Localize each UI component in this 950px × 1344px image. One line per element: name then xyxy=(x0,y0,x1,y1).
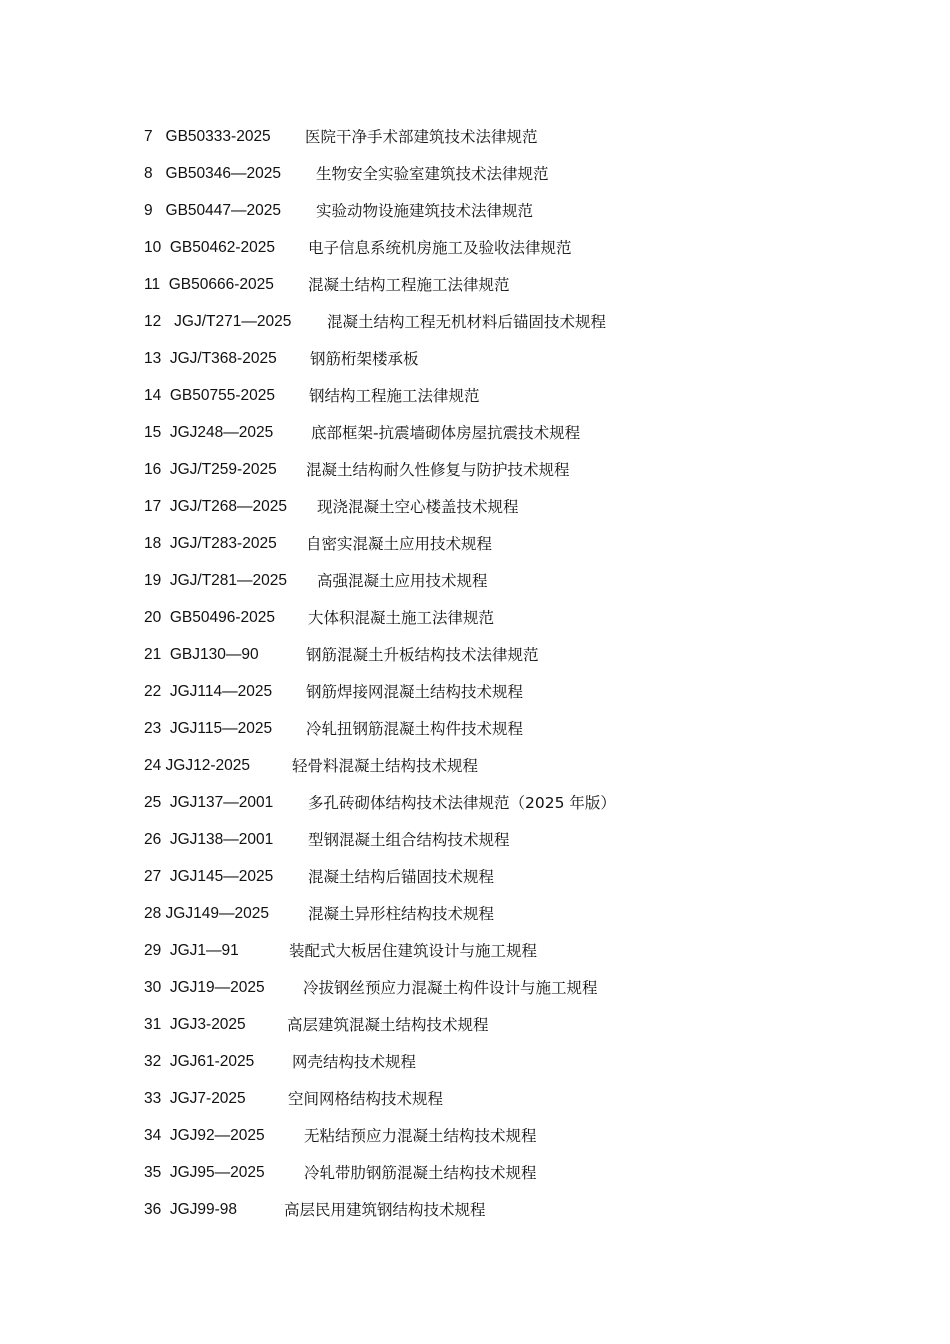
standard-title: 钢结构工程施工法律规范 xyxy=(309,387,480,405)
standard-title: 现浇混凝土空心楼盖技术规程 xyxy=(317,498,519,516)
list-item xyxy=(144,1051,864,1088)
standard-title: 混凝土结构耐久性修复与防护技术规程 xyxy=(306,461,570,479)
standard-code: 27 JGJ145—2025 xyxy=(144,868,274,885)
list-item xyxy=(144,348,864,385)
standard-title: 钢筋焊接网混凝土结构技术规程 xyxy=(306,683,524,701)
standard-code: 11 GB50666-2025 xyxy=(144,276,274,293)
list-item xyxy=(144,792,864,829)
standard-code: 15 JGJ248—2025 xyxy=(144,424,274,441)
standard-code: 32 JGJ61-2025 xyxy=(144,1053,255,1070)
list-item xyxy=(144,1162,864,1199)
list-item xyxy=(144,1088,864,1125)
standard-code: 14 GB50755-2025 xyxy=(144,387,275,404)
standard-title: 型钢混凝土组合结构技术规程 xyxy=(308,831,510,849)
standard-code: 9 GB50447—2025 xyxy=(144,202,282,219)
standard-title: 冷轧扭钢筋混凝土构件技术规程 xyxy=(306,720,524,738)
standard-code: 34 JGJ92—2025 xyxy=(144,1127,265,1144)
standard-title: 空间网格结构技术规程 xyxy=(288,1090,444,1108)
list-item xyxy=(144,977,864,1014)
standard-title: 混凝土结构工程施工法律规范 xyxy=(308,276,510,294)
standard-code: 31 JGJ3-2025 xyxy=(144,1016,246,1033)
standard-code: 25 JGJ137—2001 xyxy=(144,794,274,811)
list-item xyxy=(144,718,864,755)
standard-title: 轻骨料混凝土结构技术规程 xyxy=(292,757,479,775)
list-item xyxy=(144,496,864,533)
list-item xyxy=(144,755,864,792)
list-item xyxy=(144,1199,864,1236)
standard-title: 自密实混凝土应用技术规程 xyxy=(306,535,493,553)
standard-title: 底部框架-抗震墙砌体房屋抗震技术规程 xyxy=(311,424,581,442)
standard-title: 混凝土结构后锚固技术规程 xyxy=(308,868,495,886)
standard-code: 19 JGJ/T281—2025 xyxy=(144,572,288,589)
standard-title: 实验动物设施建筑技术法律规范 xyxy=(316,202,534,220)
standard-code: 20 GB50496-2025 xyxy=(144,609,275,626)
standard-code: 36 JGJ99-98 xyxy=(144,1201,238,1218)
standard-code: 21 GBJ130—90 xyxy=(144,646,259,663)
standard-title: 钢筋桁架楼承板 xyxy=(310,350,419,368)
list-item xyxy=(144,644,864,681)
list-item xyxy=(144,570,864,607)
standard-title: 网壳结构技术规程 xyxy=(292,1053,417,1071)
standard-title: 医院干净手术部建筑技术法律规范 xyxy=(305,128,538,146)
standard-code: 26 JGJ138—2001 xyxy=(144,831,274,848)
list-item xyxy=(144,126,864,163)
list-item xyxy=(144,200,864,237)
list-item xyxy=(144,533,864,570)
standard-title: 冷拔钢丝预应力混凝土构件设计与施工规程 xyxy=(303,979,598,997)
standard-code: 22 JGJ114—2025 xyxy=(144,683,273,700)
standard-code: 30 JGJ19—2025 xyxy=(144,979,265,996)
standard-code: 16 JGJ/T259-2025 xyxy=(144,461,277,478)
standard-title: 钢筋混凝土升板结构技术法律规范 xyxy=(306,646,539,664)
standard-title: 无粘结预应力混凝土结构技术规程 xyxy=(304,1127,537,1145)
standard-code: 35 JGJ95—2025 xyxy=(144,1164,265,1181)
standard-title: 大体积混凝土施工法律规范 xyxy=(308,609,495,627)
list-item xyxy=(144,1125,864,1162)
standard-code: 13 JGJ/T368-2025 xyxy=(144,350,277,367)
list-item xyxy=(144,274,864,311)
standard-title: 高层建筑混凝土结构技术规程 xyxy=(287,1016,489,1034)
standard-title: 电子信息系统机房施工及验收法律规范 xyxy=(308,239,572,257)
standard-code: 18 JGJ/T283-2025 xyxy=(144,535,277,552)
list-item xyxy=(144,903,864,940)
standard-code: 7 GB50333-2025 xyxy=(144,128,271,145)
list-item xyxy=(144,311,864,348)
standard-title: 装配式大板居住建筑设计与施工规程 xyxy=(289,942,538,960)
standard-code: 24 JGJ12-2025 xyxy=(144,757,250,774)
list-item xyxy=(144,607,864,644)
standard-code: 28 JGJ149—2025 xyxy=(144,905,269,922)
list-item xyxy=(144,459,864,496)
list-item xyxy=(144,866,864,903)
standard-title: 混凝土结构工程无机材料后锚固技术规程 xyxy=(327,313,607,331)
list-item xyxy=(144,163,864,200)
standard-code: 33 JGJ7-2025 xyxy=(144,1090,246,1107)
standard-code: 29 JGJ1—91 xyxy=(144,942,239,959)
standard-title: 冷轧带肋钢筋混凝土结构技术规程 xyxy=(304,1164,537,1182)
standard-code: 23 JGJ115—2025 xyxy=(144,720,273,737)
list-item xyxy=(144,1014,864,1051)
list-item xyxy=(144,829,864,866)
list-item xyxy=(144,385,864,422)
standard-title: 混凝土异形柱结构技术规程 xyxy=(308,905,495,923)
standard-title: 多孔砖砌体结构技术法律规范（2025 年版） xyxy=(308,794,616,812)
standard-code: 17 JGJ/T268—2025 xyxy=(144,498,288,515)
standard-code: 12 JGJ/T271—2025 xyxy=(144,313,292,330)
standard-code: 10 GB50462-2025 xyxy=(144,239,275,256)
list-item xyxy=(144,681,864,718)
list-item xyxy=(144,237,864,274)
standard-title: 生物安全实验室建筑技术法律规范 xyxy=(316,165,549,183)
standard-title: 高层民用建筑钢结构技术规程 xyxy=(284,1201,486,1219)
standard-code: 8 GB50346—2025 xyxy=(144,165,282,182)
standard-title: 高强混凝土应用技术规程 xyxy=(317,572,488,590)
list-item xyxy=(144,422,864,459)
list-item xyxy=(144,940,864,977)
standards-list xyxy=(144,126,864,1236)
